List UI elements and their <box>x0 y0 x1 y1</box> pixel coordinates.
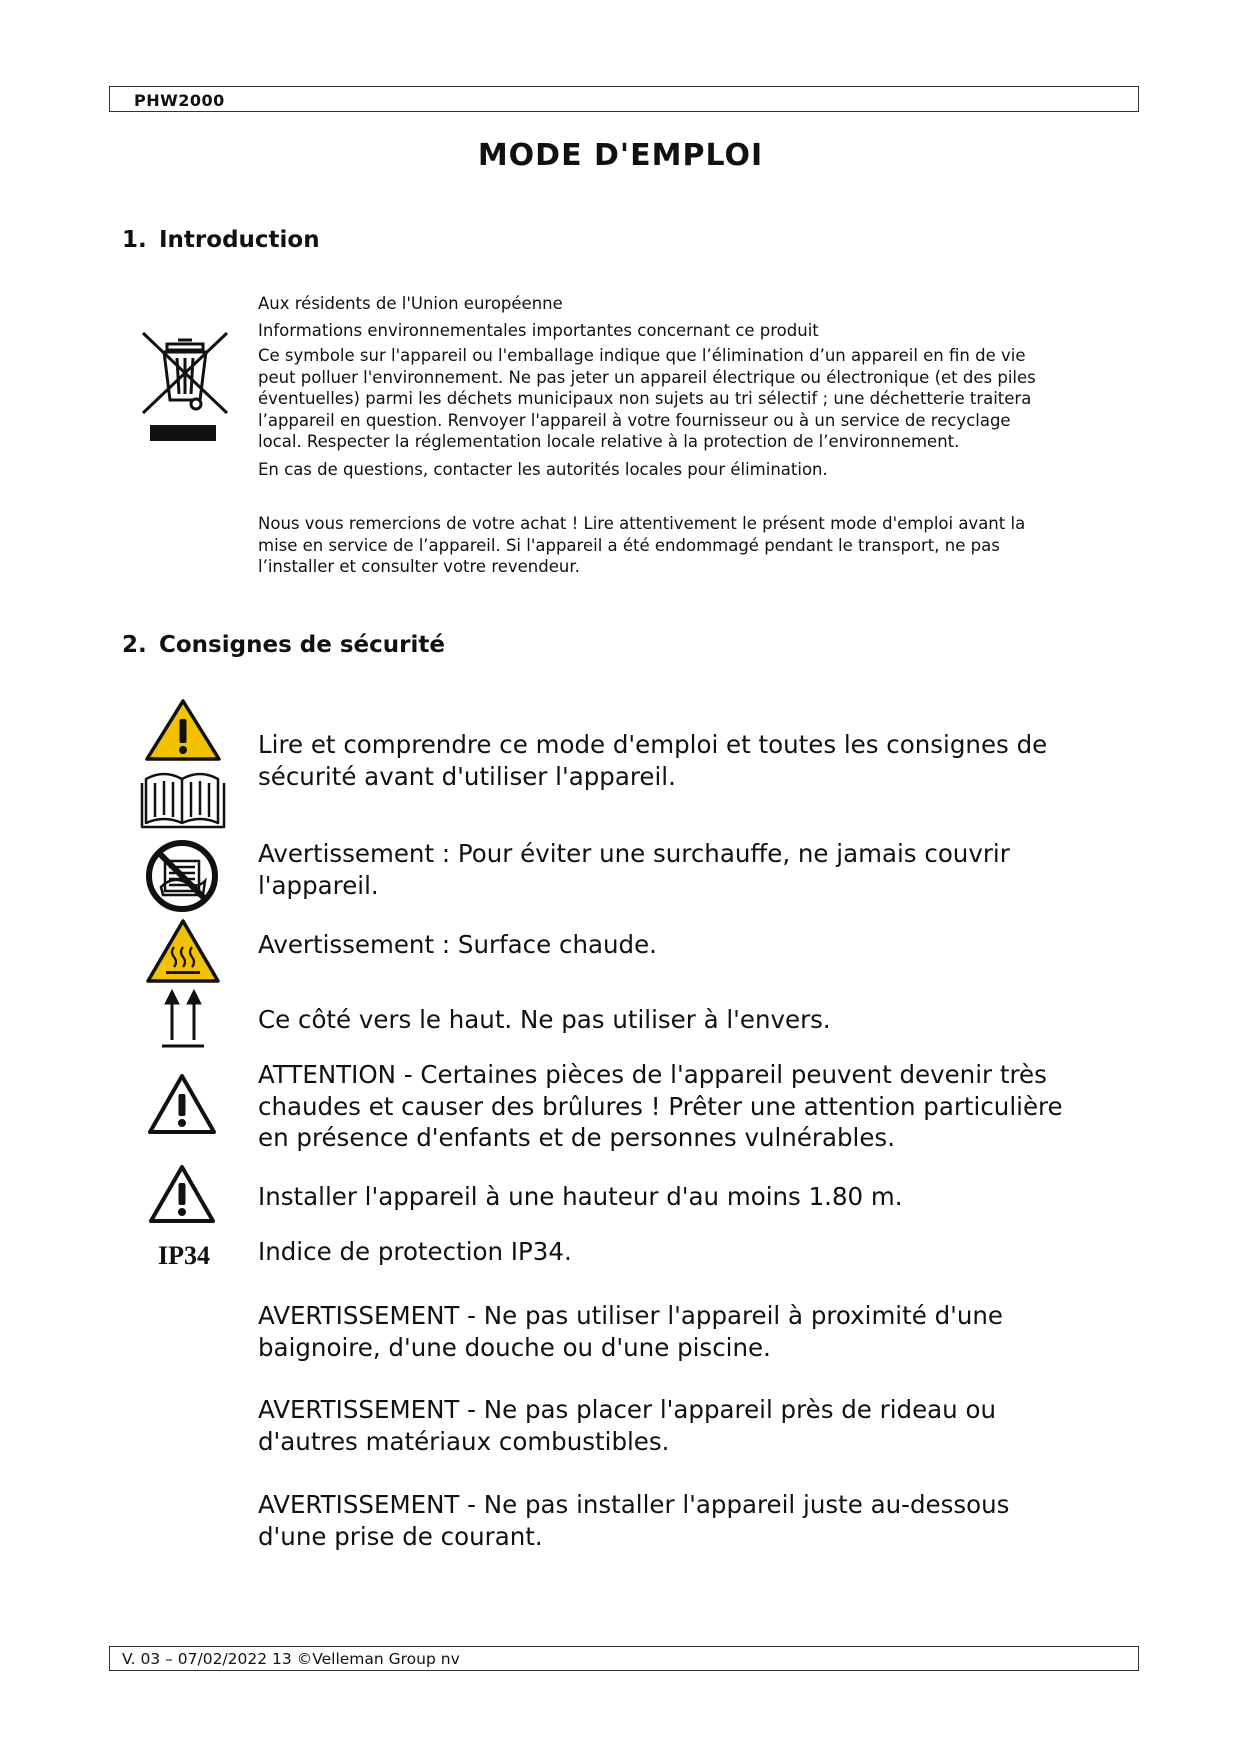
safety-line: Indice de protection IP34. <box>258 1237 572 1266</box>
safety-line: Avertissement : Pour éviter une surchauffe, ne jamais couvrir <box>258 839 1010 868</box>
page-footer <box>109 1646 1139 1671</box>
section-heading-introduction <box>122 227 320 253</box>
document-title: MODE D'EMPLOI <box>477 138 764 173</box>
safety-item-hot-surface <box>258 929 1118 961</box>
model-label: PHW2000 <box>134 91 225 110</box>
attention-icon <box>146 1072 218 1136</box>
paragraph-line: peut polluer l'environnement. Ne pas jeter un appareil électrique ou électronique (et des piles <box>258 367 1036 387</box>
do-not-cover-icon <box>143 837 221 915</box>
section-number: 2. <box>122 632 147 658</box>
paragraph-line: Nous vous remercions de votre achat ! Lire attentivement le présent mode d'emploi avant la <box>258 514 1026 533</box>
footer-text: V. 03 – 07/02/2022 13 ©Velleman Group nv <box>122 1650 460 1668</box>
environment-info-heading: Informations environnementales importantes concernant ce produit <box>258 321 819 340</box>
thanks-paragraph <box>258 513 1108 578</box>
safety-line: Installer l'appareil à une hauteur d'au moins 1.80 m. <box>258 1182 903 1211</box>
section-heading-safety <box>122 632 445 658</box>
safety-item-socket <box>258 1489 1118 1552</box>
safety-line: Avertissement : Surface chaude. <box>258 930 657 959</box>
eu-residents-heading: Aux résidents de l'Union européenne <box>258 294 563 313</box>
safety-item-attention <box>258 1059 1118 1154</box>
environment-paragraph <box>258 345 1108 453</box>
safety-line: ATTENTION - Certaines pièces de l'appareil peuvent devenir très <box>258 1060 1047 1089</box>
paragraph-line: Ce symbole sur l'appareil ou l'emballage indique que l’élimination d’un appareil en fin de vie <box>258 346 1026 365</box>
safety-line: Lire et comprendre ce mode d'emploi et toutes les consignes de <box>258 730 1048 759</box>
safety-line: d'une prise de courant. <box>258 1521 543 1551</box>
safety-line: sécurité avant d'utiliser l'appareil. <box>258 761 676 791</box>
section-number: 1. <box>122 227 147 253</box>
safety-line: Ce côté vers le haut. Ne pas utiliser à l'envers. <box>258 1005 831 1034</box>
weee-bin-icon <box>140 330 230 445</box>
paragraph-line: l’appareil en question. Renvoyer l'appareil à votre fournisseur ou à un service de recyclage <box>258 410 1011 430</box>
safety-line: AVERTISSEMENT - Ne pas placer l'appareil près de rideau ou <box>258 1395 997 1424</box>
section-title: Introduction <box>159 227 320 253</box>
safety-line: AVERTISSEMENT - Ne pas installer l'appareil juste au-dessous <box>258 1490 1010 1519</box>
safety-item-curtains <box>258 1394 1118 1457</box>
paragraph-line: mise en service de l’appareil. Si l'appareil a été endommagé pendant le transport, ne pas <box>258 535 1000 555</box>
safety-line: l'appareil. <box>258 870 379 900</box>
safety-item-ip-rating <box>258 1236 1118 1268</box>
read-manual-warning-icon <box>140 697 226 829</box>
hot-surface-icon <box>144 917 222 985</box>
safety-item-read-manual <box>258 729 1118 792</box>
paragraph-line: éventuelles) parmi les déchets municipaux non sujets au tri sélectif ; une déchetterie traitera <box>258 389 1032 408</box>
paragraph-line: l’installer et consulter votre revendeur. <box>258 557 580 576</box>
ip34-label: IP34 <box>158 1241 210 1270</box>
safety-item-install-height <box>258 1181 1118 1213</box>
safety-line: en présence d'enfants et de personnes vulnérables. <box>258 1123 895 1152</box>
safety-line: baignoire, d'une douche ou d'une piscine. <box>258 1332 771 1362</box>
questions-note: En cas de questions, contacter les autorités locales pour élimination. <box>258 460 828 479</box>
safety-item-this-side-up <box>258 1004 1118 1036</box>
safety-line: AVERTISSEMENT - Ne pas utiliser l'appareil à proximité d'une <box>258 1301 1004 1330</box>
page-header <box>109 86 1139 112</box>
this-side-up-icon <box>160 988 206 1050</box>
safety-line: chaudes et causer des brûlures ! Prêter une attention particulière <box>258 1091 1063 1121</box>
warning-icon <box>147 1163 217 1225</box>
safety-item-do-not-cover <box>258 838 1118 901</box>
section-title: Consignes de sécurité <box>159 632 445 658</box>
safety-item-bathroom <box>258 1300 1118 1363</box>
paragraph-line: local. Respecter la réglementation locale relative à la protection de l’environnement. <box>258 432 960 451</box>
safety-line: d'autres matériaux combustibles. <box>258 1426 670 1456</box>
